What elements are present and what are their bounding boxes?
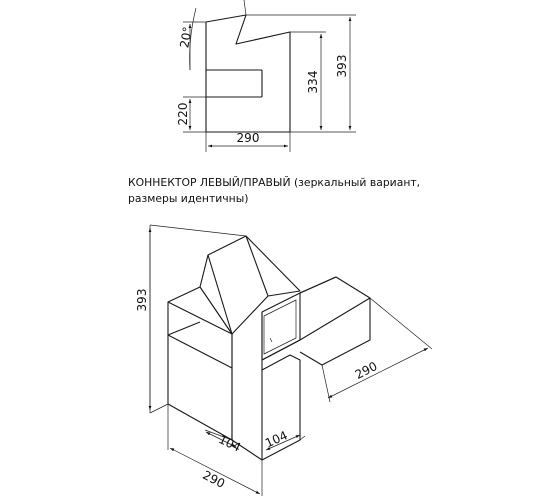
isometric-dimension-lines (150, 228, 428, 494)
front-view-outline (206, 15, 290, 132)
iso-height-dimension-label: 393 (135, 288, 149, 312)
caption-line-2: размеры идентичны) (128, 192, 249, 205)
angle-dimension-label: 20° (177, 25, 195, 49)
iso-right-leg-dimension-label: 104 (263, 428, 290, 451)
isometric-outline (168, 236, 370, 460)
iso-width-dimension-label: 290 (200, 467, 228, 491)
width-dimension-label: 290 (236, 131, 260, 145)
front-view-extension-lines (183, 0, 356, 152)
mid-height-dimension-label: 334 (306, 70, 320, 94)
caption-line-1: КОННЕКТОР ЛЕВЫЙ/ПРАВЫЙ (зеркальный вариант, (128, 176, 421, 189)
isometric-extension-lines (150, 225, 432, 496)
total-height-dimension-label: 393 (335, 54, 349, 78)
iso-depth-dimension-label: 290 (352, 358, 380, 382)
isometric-view (135, 225, 432, 496)
front-view (176, 0, 356, 152)
iso-left-leg-dimension-label: 104 (216, 432, 244, 455)
front-view-dimension-lines (190, 8, 350, 146)
lower-height-dimension-label: 220 (176, 102, 190, 126)
